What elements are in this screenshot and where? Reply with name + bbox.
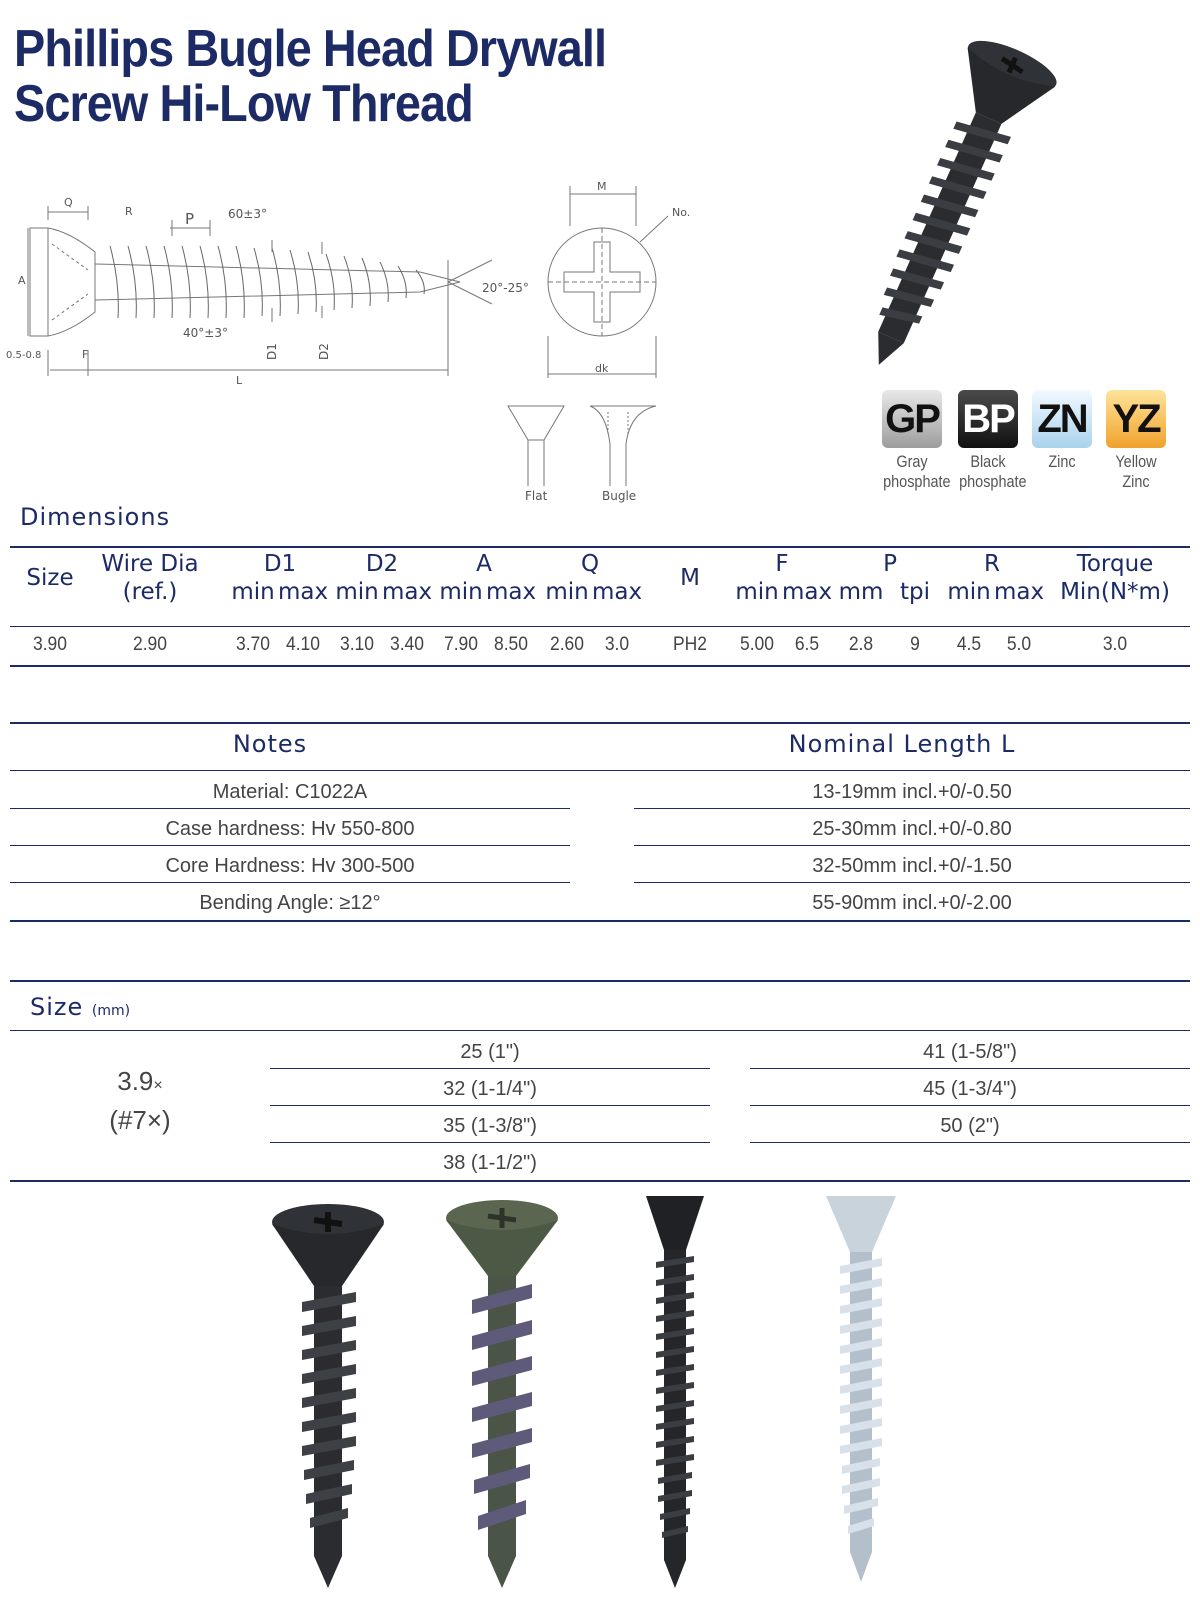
label-p: P (185, 210, 195, 228)
value-f-min: 5.00 (739, 634, 775, 655)
notes-row-rule (10, 808, 570, 809)
size-top-rule (10, 980, 1190, 982)
value-torque: 3.0 (1102, 634, 1128, 655)
size-unit: (mm) (91, 1003, 131, 1019)
nominal-length-label: Nominal Length L (788, 730, 1016, 758)
length-item: 55-90mm incl.+0/-2.00 (812, 892, 1012, 914)
finish-zinc: ZN Zinc (1028, 390, 1096, 472)
label-m: M (597, 180, 607, 193)
size-bottom-rule (10, 1180, 1190, 1182)
size-row-rule (270, 1105, 710, 1106)
page-title (14, 22, 644, 132)
dimensions-top-rule (10, 546, 1190, 548)
note-item: Bending Angle: ≥12° (199, 892, 381, 914)
header-f-max: max (782, 579, 833, 605)
label-f: F (82, 348, 89, 361)
size-length-item: 25 (1") (460, 1041, 520, 1063)
header-r-min: min (947, 579, 991, 605)
value-wire-dia: 2.90 (132, 634, 168, 655)
notes-row-rule (10, 882, 570, 883)
screw-photo-black-coarse (272, 1204, 384, 1588)
title-line-1: Phillips Bugle Head Drywall (14, 20, 607, 78)
note-item: Core Hardness: Hv 300-500 (165, 855, 415, 877)
label-angle-bottom: 40°±3° (183, 326, 228, 340)
size-main-value: 3.9× (#7×) (109, 1066, 171, 1135)
size-length-item: 32 (1-1/4") (443, 1078, 537, 1100)
finish-black-phosphate: BP Black phosphate (954, 390, 1022, 492)
header-a: A (476, 551, 492, 577)
length-item: 25-30mm incl.+0/-0.80 (812, 818, 1012, 840)
screw-photo-main (860, 30, 1040, 380)
value-d1-min: 3.70 (235, 634, 271, 655)
screw-photo-black-fine (646, 1196, 704, 1588)
value-a-max: 8.50 (493, 634, 529, 655)
dimensions-bottom-rule (10, 665, 1190, 667)
label-d2: D2 (317, 343, 331, 360)
screw-photo-zinc (826, 1196, 896, 1582)
value-a-min: 7.90 (443, 634, 479, 655)
value-r-max: 5.0 (1006, 634, 1032, 655)
size-length-item: 50 (2") (940, 1115, 1000, 1137)
header-d1: D1 (263, 551, 297, 577)
finish-yz-tile: YZ (1106, 390, 1166, 448)
header-f: F (775, 551, 789, 577)
value-m: PH2 (672, 634, 708, 655)
header-a-min: min (439, 579, 483, 605)
value-p-tpi: 9 (910, 634, 920, 655)
notes-top-rule (10, 722, 1190, 724)
header-q-max: max (592, 579, 643, 605)
header-wire-dia: Wire Dia (ref.) (101, 551, 199, 605)
size-length-item: 45 (1-3/4") (923, 1078, 1017, 1100)
finish-gray-phosphate: GP Gray phosphate (878, 390, 946, 492)
header-torque: Torque Min(N*m) (1060, 551, 1170, 605)
finish-badges (883, 390, 1192, 500)
size-row-rule (270, 1068, 710, 1069)
notes-row-rule (10, 845, 570, 846)
screw-technical-drawing (0, 180, 720, 520)
header-m: M (680, 565, 700, 591)
header-q-min: min (545, 579, 589, 605)
value-size: 3.90 (32, 634, 68, 655)
header-d1-max: max (278, 579, 329, 605)
label-l: L (236, 374, 243, 387)
header-a-max: max (486, 579, 537, 605)
label-dk: dk (595, 362, 609, 375)
finish-yellow-zinc: YZ Yellow Zinc (1102, 390, 1170, 492)
label-angle-tip: 20°-25° (482, 281, 529, 295)
dimensions-label: Dimensions (20, 503, 171, 531)
screw-photos (260, 1196, 960, 1596)
label-thickness: 0.5-0.8 (6, 350, 42, 361)
value-p-mm: 2.8 (848, 634, 874, 655)
label-q: Q (64, 196, 73, 209)
header-r: R (984, 551, 1000, 577)
value-r-min: 4.5 (956, 634, 982, 655)
length-row-rule (634, 845, 1190, 846)
header-q: Q (580, 551, 600, 577)
finish-zn-tile: ZN (1032, 390, 1092, 448)
note-item: Case hardness: Hv 550-800 (165, 818, 415, 840)
dimensions-header-rule (10, 626, 1190, 627)
size-header-rule (10, 1030, 1190, 1031)
header-f-min: min (735, 579, 779, 605)
header-d2: D2 (365, 551, 399, 577)
value-d2-min: 3.10 (339, 634, 375, 655)
size-row-rule (270, 1142, 710, 1143)
label-flat: Flat (525, 489, 548, 503)
notes-label: Notes (232, 730, 308, 758)
header-p-tpi: tpi (899, 579, 930, 605)
label-angle-top: 60±3° (228, 207, 267, 221)
note-item: Material: C1022A (212, 781, 368, 803)
header-p-mm: mm (838, 579, 884, 605)
size-row-rule (750, 1068, 1190, 1069)
value-d2-max: 3.40 (389, 634, 425, 655)
length-item: 32-50mm incl.+0/-1.50 (812, 855, 1012, 877)
length-item: 13-19mm incl.+0/-0.50 (812, 781, 1012, 803)
finish-bp-tile: BP (958, 390, 1018, 448)
value-q-max: 3.0 (604, 634, 630, 655)
header-p: P (883, 551, 897, 577)
size-row-rule (750, 1142, 1190, 1143)
length-row-rule (634, 882, 1190, 883)
size-length-item: 35 (1-3/8") (443, 1115, 537, 1137)
header-r-max: max (994, 579, 1045, 605)
notes-header-rule (10, 770, 1190, 771)
label-bugle: Bugle (602, 489, 637, 503)
value-f-max: 6.5 (794, 634, 820, 655)
size-length-item: 41 (1-5/8") (923, 1041, 1017, 1063)
label-r: R (125, 205, 133, 218)
label-no: No. (672, 206, 691, 219)
value-q-min: 2.60 (549, 634, 585, 655)
size-row-rule (750, 1105, 1190, 1106)
label-d1: D1 (265, 343, 279, 360)
header-d1-min: min (231, 579, 275, 605)
value-d1-max: 4.10 (285, 634, 321, 655)
size-length-item: 38 (1-1/2") (443, 1152, 537, 1174)
length-row-rule (634, 808, 1190, 809)
size-label: Size (mm) (30, 993, 131, 1021)
header-size: Size (26, 565, 74, 591)
title-line-2: Screw Hi-Low Thread (14, 75, 473, 133)
label-a: A (18, 274, 26, 287)
header-d2-min: min (335, 579, 379, 605)
finish-gp-tile: GP (882, 390, 942, 448)
header-d2-max: max (382, 579, 433, 605)
notes-bottom-rule (10, 920, 1190, 922)
screw-photo-coated (446, 1200, 558, 1588)
